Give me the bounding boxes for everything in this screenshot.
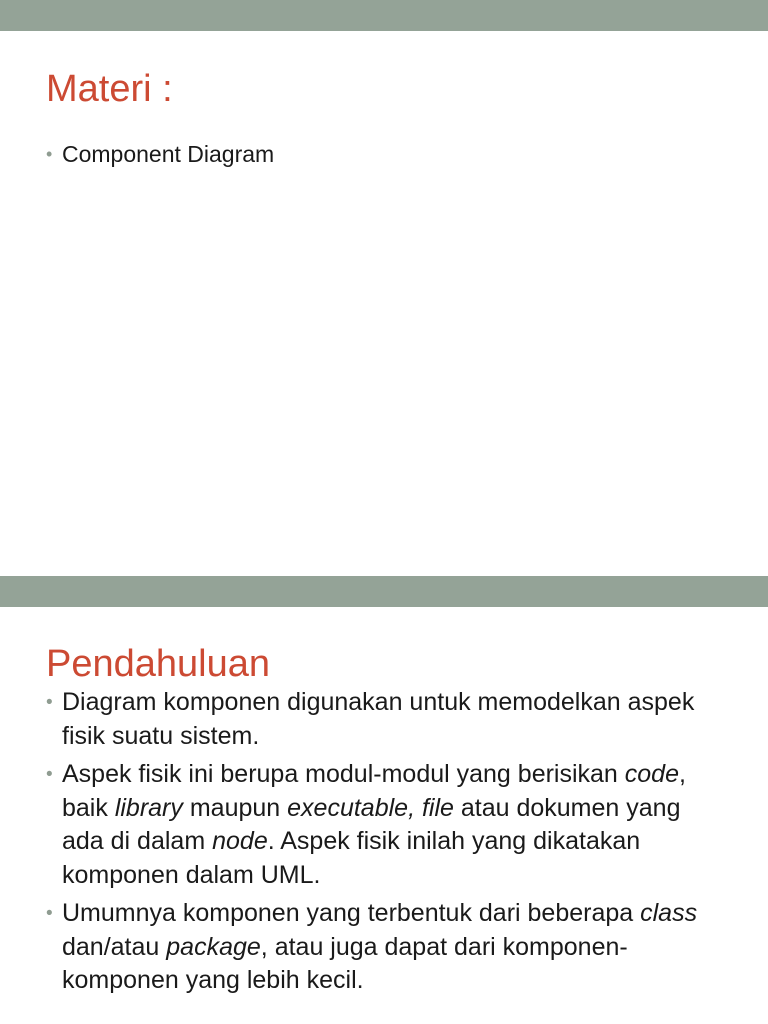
italic-term: class	[640, 899, 698, 927]
bullet-text-segment: Umumnya komponen yang terbentuk dari beberapa	[62, 899, 641, 927]
slide-header-band	[0, 0, 768, 31]
bullet-text: Diagram komponen digunakan untuk memodelkan aspek fisik suatu sistem.	[62, 688, 695, 750]
italic-term: code	[624, 760, 679, 788]
italic-term: package	[166, 932, 261, 961]
bullet-list	[46, 139, 728, 169]
bullet-text-segment: . Aspek fisik inilah yang dikatakan komponen dalam UML.	[62, 827, 641, 889]
bullet-item	[46, 897, 728, 998]
italic-term: library	[114, 793, 183, 822]
italic-term: node	[212, 827, 268, 855]
bullet-text-segment: Aspek fisik ini berupa modul-modul yang berisikan	[62, 760, 625, 788]
bullet-dot-icon: •	[46, 764, 53, 785]
slide-title: Pendahuluan	[46, 643, 270, 685]
slide-pendahuluan	[0, 576, 768, 1024]
bullet-dot-icon: •	[46, 692, 53, 713]
bullet-list	[46, 686, 728, 1003]
bullet-dot-icon: •	[46, 903, 53, 924]
bullet-text-segment: , baik	[62, 760, 686, 822]
bullet-dot-icon: •	[46, 144, 53, 164]
bullet-item	[46, 686, 728, 753]
slide-title: Materi :	[46, 68, 173, 110]
bullet-text: Component Diagram	[62, 141, 275, 167]
bullet-text-segment: dan/atau	[62, 932, 167, 961]
bullet-item	[46, 758, 728, 892]
slide-header-band	[0, 576, 768, 607]
italic-term: executable, file	[287, 793, 454, 822]
bullet-text-segment: maupun	[182, 793, 288, 822]
bullet-item	[46, 139, 728, 169]
bullet-text-segment: atau dokumen yang ada di dalam	[62, 793, 681, 855]
bullet-text-segment: , atau juga dapat dari komponen-komponen yang lebih kecil.	[62, 932, 628, 994]
